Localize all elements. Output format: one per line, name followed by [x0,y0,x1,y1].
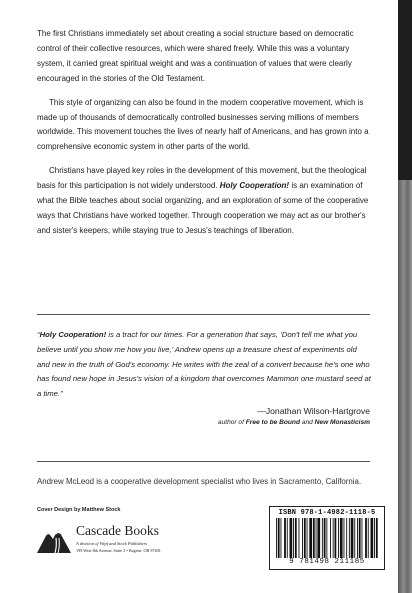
barcode-bar [338,518,339,558]
isbn-label: ISBN 978-1-4982-1118-5 [278,509,376,517]
barcode-bar [362,518,363,558]
description-paragraph-3 [37,164,371,239]
barcode-bar [293,518,294,558]
barcode-bar [346,518,347,558]
barcode-bar [295,518,297,558]
barcode-bar [322,518,323,558]
barcode-bar [335,518,337,558]
publisher-name: Cascade Books [76,523,159,538]
author-bio [37,476,387,487]
barcode-bar [349,518,350,558]
credentials-prefix: author of [217,419,246,426]
barcode-bar [307,518,308,558]
endorser-book-2: New Monasticism [314,419,370,426]
spine-edge-dark [398,0,412,180]
barcode-bar [340,518,343,558]
quote-book-title: Holy Cooperation! [39,330,107,339]
description-paragraph-2: This style of organizing can also be found in the modern cooperative movement, which is made up of thousands of democratically controlled businesses serving millions of members worldwide. This movement touches the lives of nearly half of Americans, and has grown into a comprehensive economic system in other parts of the world. [37,97,369,152]
barcode-bar [290,518,293,558]
quote-text: is a tract for our times. For a generation that says, ‘Don't tell me what you believe until you show me how you live,’ Andrew opens up a treasure chest of experiments old and new in the truth of God's economy. He writes with the zeal of a convert because he's one who has found new hope in Jesus's vision of a kingdom that overcomes Mammon one mustard seed at a time.” [37,330,371,399]
endorsement-quote [37,328,371,402]
book-title-inline: Holy Cooperation! [219,181,290,191]
quote-open-mark: “ [37,330,40,339]
spine-edge-stone [398,180,412,593]
cover-design-credit: Cover Design by Matthew Stock [37,507,121,513]
divider-bottom [37,461,370,462]
paragraph-3-part-b: is an examination of what the Bible teaches about social organizing, and an exploration of some of the cooperative ways that Christians have worked together. Through cooperation we may act as our brother's and sister's keepers, while staying true to Jesus's teachings of liberation. [37,181,369,235]
endorser-name: —Jonathan Wilson-Hartgrove [257,406,370,416]
barcode-bar [368,518,369,558]
barcode-bar [278,518,280,558]
barcode-bar [374,518,375,558]
barcode-bar [357,518,358,558]
description-paragraph-1: The first Christians immediately set about creating a social structure based on democratic control of their collective resources, which were shared freely. While this was a voluntary system, it carried great spiritual weight and was a continuation of values that were clearly encouraged in the stories of the Old Testament. [37,29,354,83]
paragraph-3-part-a: Christians have played key roles in the development of this movement, but the theological basis for this participation is not widely understood. [37,166,367,191]
barcode-bar [376,518,378,558]
barcode-bar [351,518,354,558]
barcode-bar [324,518,326,558]
barcode-bar [333,518,334,558]
publisher-tagline: A division of Wipf and Stock Publishers [76,541,148,546]
author-bio-text: is a cooperative development specialist who lives in Sacramento, California. [94,477,362,486]
barcode-bar [326,518,327,558]
barcode-bar [313,518,315,558]
barcode-bars [276,518,378,558]
barcode-bar [281,518,282,558]
barcode-bar [287,518,288,558]
barcode-bar [309,518,312,558]
barcode-bar [344,518,345,558]
barcode-bar [284,518,286,558]
mountain-waterfall-icon [36,524,72,554]
barcode-bar [330,518,331,558]
credentials-and: and [299,419,315,426]
endorser-book-1: Free to be Bound [245,419,300,426]
endorsement-attribution [180,406,370,428]
barcode-bar [365,518,367,558]
barcode-bar [359,518,361,558]
barcode-digits: 9 781498 211185 [289,558,365,566]
publisher-address: 199 West 8th Avenue, Suite 3 • Eugene, OR 97401 [76,548,161,553]
barcode-bar [354,518,355,558]
endorser-credentials [180,417,370,428]
barcode-bar [316,518,317,558]
isbn-barcode [269,506,385,570]
barcode-bar [317,518,320,558]
barcode-bar [371,518,374,558]
author-name: Andrew McLeod [37,477,95,486]
barcode-bar [302,518,303,558]
barcode-bar [304,518,306,558]
barcode-bar [276,518,277,558]
divider-top [37,314,370,315]
description [37,27,371,248]
publisher-logo [36,522,161,558]
barcode-bar [299,518,300,558]
